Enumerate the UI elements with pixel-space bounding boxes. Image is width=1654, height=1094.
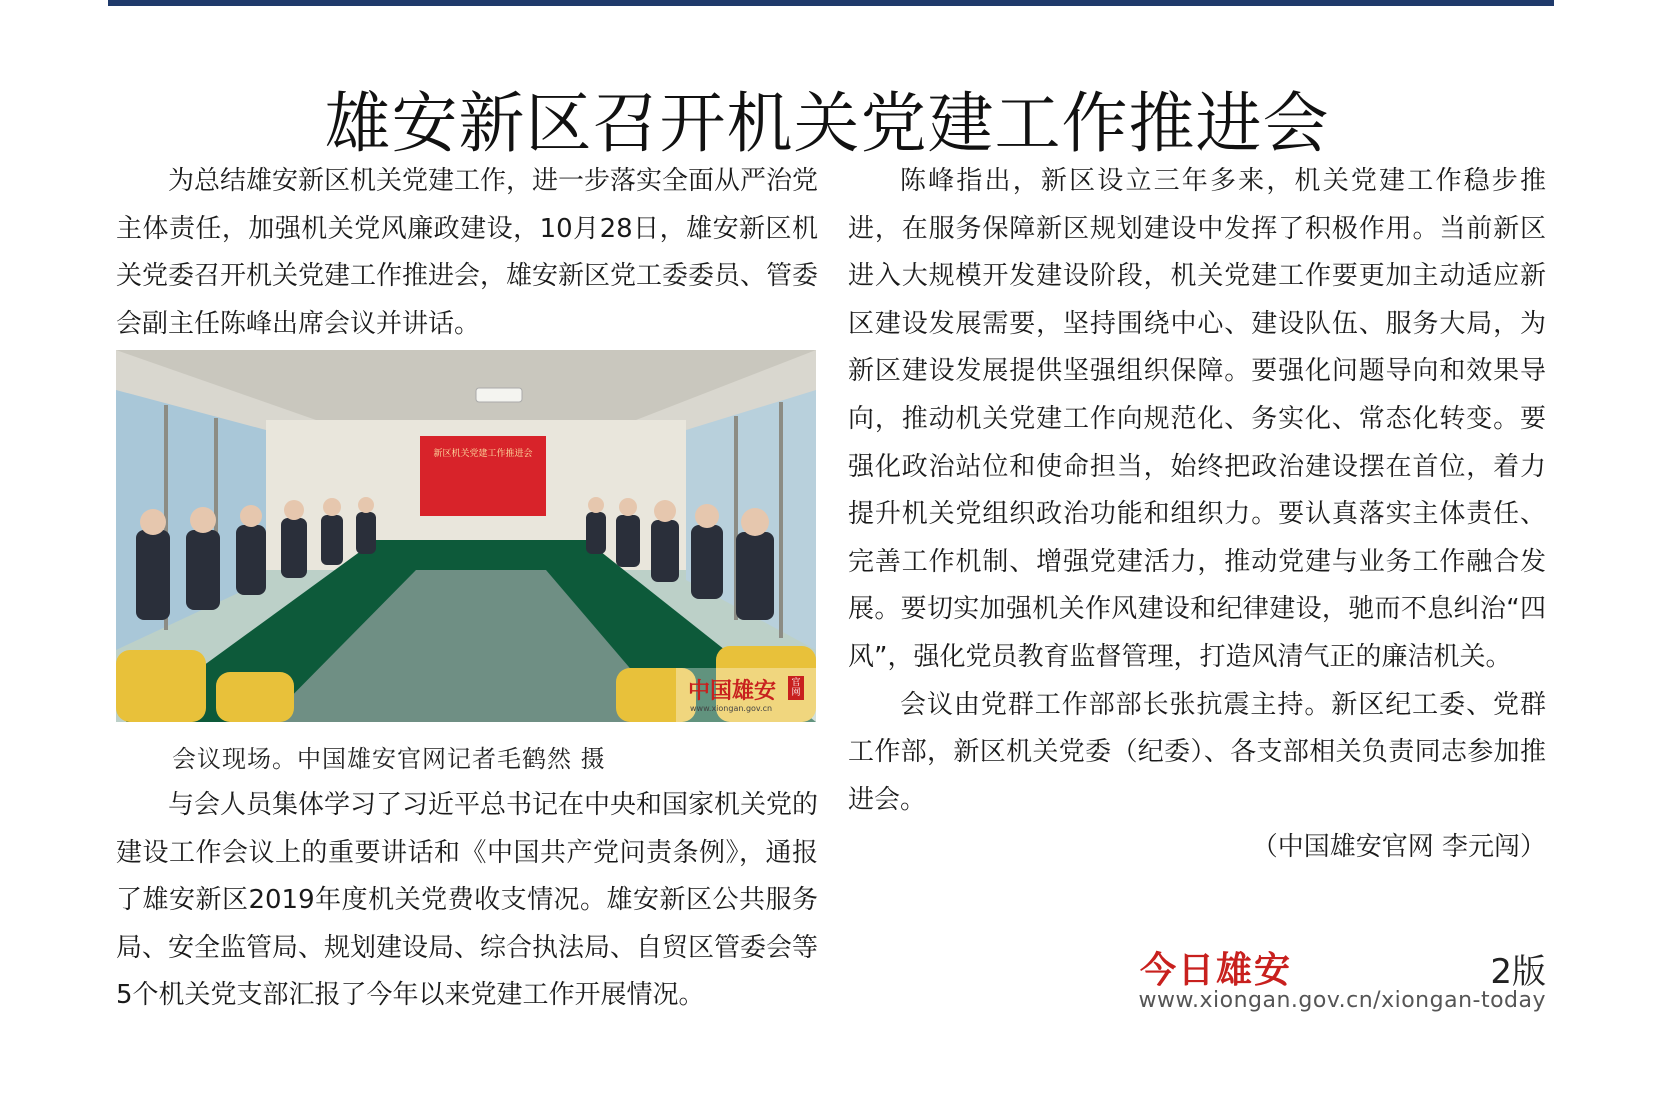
right-column bbox=[848, 158, 1546, 872]
article-paragraph-intro: 为总结雄安新区机关党建工作，进一步落实全面从严治党主体责任，加强机关党风廉政建设，10月28日，雄安新区机关党委召开机关党建工作推进会，雄安新区党工委委员、管委会副主任陈峰出席会议并讲话。 bbox=[116, 166, 819, 339]
article-paragraph-study: 与会人员集体学习了习近平总书记在中央和国家机关党的建设工作会议上的重要讲话和《中国共产党问责条例》，通报了雄安新区2019年度机关党费收支情况。雄安新区公共服务局、安全监管局、规划建设局、综合执法局、自贸区管委会等5个机关党支部汇报了今年以来党建工作开展情况。 bbox=[116, 790, 819, 1011]
article-byline: （中国雄安官网 李元闯） bbox=[1251, 832, 1546, 863]
left-column-top bbox=[116, 158, 818, 348]
masthead-logo: 今日雄安 bbox=[1140, 949, 1293, 991]
projection-screen-text: 新区机关党建工作推进会 bbox=[433, 449, 533, 459]
meeting-room-illustration bbox=[116, 350, 816, 722]
photo-watermark-logo: 中国雄安 bbox=[688, 678, 777, 704]
meeting-photo bbox=[116, 350, 816, 722]
article-paragraph-speech: 陈峰指出，新区设立三年多来，机关党建工作稳步推进，在服务保障新区规划建设中发挥了积极作用。当前新区进入大规模开发建设阶段，机关党建工作要更加主动适应新区建设发展需要，坚持围绕中心、建设队伍、服务大局，为新区建设发展提供坚强组织保障。要强化问题导向和效果导向，推动机关党建工作向规范化、务实化、常态化转变。要强化政治站位和使命担当，始终把政治建设摆在首位，着力提升机关党组织政治功能和组织力。要认真落实主体责任、完善工作机制、增强党建活力，推动党建与业务工作融合发展。要切实加强机关作风建设和纪律建设，驰而不息纠治“四风”，强化党员教育监督管理，打造风清气正的廉洁机关。 bbox=[848, 166, 1546, 672]
photo-caption: 会议现场。中国雄安官网记者毛鹤然 摄 bbox=[172, 745, 606, 773]
article-paragraph-host: 会议由党群工作部部长张抗震主持。新区纪工委、党群工作部，新区机关党委（纪委）、各支部相关负责同志参加推进会。 bbox=[848, 689, 1546, 815]
article-headline: 雄安新区召开机关党建工作推进会 bbox=[324, 85, 1330, 163]
page-number: 2版 bbox=[1490, 952, 1546, 992]
left-column-bottom bbox=[116, 782, 818, 1020]
photo-watermark-seal: 官网 bbox=[788, 676, 804, 700]
top-rule bbox=[108, 0, 1554, 6]
photo-watermark-url: www.xiongan.gov.cn bbox=[690, 704, 773, 713]
site-url-link[interactable]: www.xiongan.gov.cn/xiongan-today bbox=[1138, 988, 1546, 1013]
